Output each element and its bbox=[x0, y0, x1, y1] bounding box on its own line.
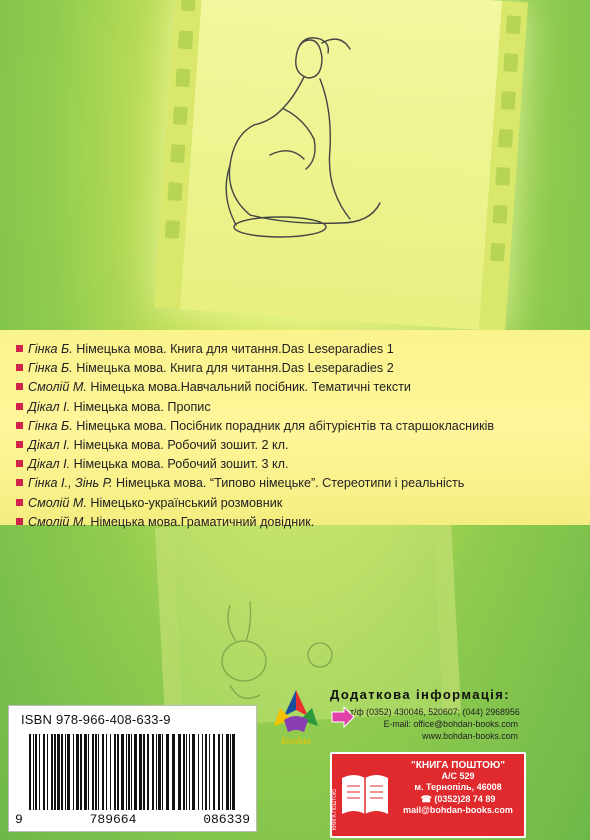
barcode-bar bbox=[80, 734, 82, 810]
barcode-bar bbox=[73, 734, 74, 810]
isbn-text: ISBN 978-966-408-633-9 bbox=[21, 712, 171, 727]
list-item: Гінка Б. Німецька мова. Книга для читання.Das Leseparadies 2 bbox=[16, 359, 590, 378]
additional-info-title: Додаткова інформація: bbox=[330, 687, 510, 702]
bullet-icon bbox=[16, 403, 23, 410]
publisher-contacts bbox=[350, 706, 518, 742]
barcode-bar bbox=[139, 734, 142, 810]
barcode-bar bbox=[189, 734, 190, 810]
barcode-digits: 9 789664 086339 bbox=[15, 812, 250, 827]
list-item: Смолій М. Німецько-український розмовник bbox=[16, 494, 590, 513]
barcode-bar bbox=[121, 734, 124, 810]
book-by-mail-box bbox=[330, 752, 526, 838]
barcode-bar bbox=[209, 734, 210, 810]
barcode-bar bbox=[43, 734, 45, 810]
barcode-bar bbox=[110, 734, 111, 810]
list-item: Гінка Б. Німецька мова. Книга для читання.Das Leseparadies 1 bbox=[16, 340, 590, 359]
bullet-icon bbox=[16, 460, 23, 467]
list-item: Дікал І. Німецька мова. Робочий зошит. 2 кл. bbox=[16, 436, 590, 455]
barcode-bar bbox=[47, 734, 48, 810]
barcode-bar bbox=[117, 734, 119, 810]
barcode-bar bbox=[61, 734, 63, 810]
list-item: Дікал І. Німецька мова. Робочий зошит. 3 кл. bbox=[16, 455, 590, 474]
barcode-bar bbox=[54, 734, 56, 810]
bullet-icon bbox=[16, 518, 23, 525]
related-books-list bbox=[0, 330, 590, 532]
bullet-icon bbox=[16, 345, 23, 352]
barcode-bar bbox=[76, 734, 79, 810]
barcode-bar bbox=[35, 734, 37, 810]
list-item: Гінка Б. Німецька мова. Посібник порадник для абітурієнтів та старшокласників bbox=[16, 417, 590, 436]
barcode-bar bbox=[33, 734, 34, 810]
barcode-bar bbox=[226, 734, 229, 810]
barcode-bar bbox=[95, 734, 97, 810]
barcode-bar bbox=[134, 734, 137, 810]
barcode-bar bbox=[57, 734, 60, 810]
order-contacts: "КНИГА ПОШТОЮ" А/С 529 м. Тернопіль, 46008 ☎ (0352)28 74 89 mail@bohdan-books.com bbox=[403, 760, 513, 815]
barcode-bar bbox=[114, 734, 116, 810]
barcode-bar bbox=[98, 734, 99, 810]
barcode-bar bbox=[183, 734, 185, 810]
barcode-bar bbox=[192, 734, 195, 810]
bullet-icon bbox=[16, 364, 23, 371]
barcode-bar bbox=[126, 734, 127, 810]
barcode-bar bbox=[202, 734, 203, 810]
barcode-bar bbox=[172, 734, 175, 810]
phone-text: т/ф (0352) 430046, 520607; (044) 2968956 bbox=[350, 707, 520, 717]
barcode-bar bbox=[198, 734, 199, 810]
barcode-label bbox=[8, 705, 257, 832]
barcode-bar bbox=[162, 734, 163, 810]
barcode-bar bbox=[128, 734, 130, 810]
bullet-icon bbox=[16, 479, 23, 486]
publisher-logo bbox=[270, 686, 322, 748]
barcode-bars bbox=[29, 734, 239, 814]
barcode-bar bbox=[65, 734, 66, 810]
barcode-bar bbox=[205, 734, 207, 810]
barcode-bar bbox=[152, 734, 154, 810]
bullet-icon bbox=[16, 441, 23, 448]
barcode-bar bbox=[218, 734, 220, 810]
list-item: Смолій М. Німецька мова.Навчальний посібник. Тематичні тексти bbox=[16, 378, 590, 397]
barcode-bar bbox=[51, 734, 53, 810]
list-item: Гінка І., Зінь Р. Німецька мова. “Типово німецьке”. Стереотипи і реальність bbox=[16, 474, 590, 493]
order-side-text: КНИГА ПОШТОЮ bbox=[332, 788, 338, 830]
barcode-bar bbox=[39, 734, 40, 810]
barcode-bar bbox=[178, 734, 181, 810]
website-text: www.bohdan-books.com bbox=[422, 731, 518, 741]
barcode-bar bbox=[29, 734, 31, 810]
barcode-bar bbox=[186, 734, 187, 810]
barcode-bar bbox=[213, 734, 215, 810]
woman-sketch-illustration bbox=[200, 5, 390, 255]
barcode-bar bbox=[131, 734, 132, 810]
barcode-bar bbox=[230, 734, 231, 810]
barcode-bar bbox=[92, 734, 94, 810]
barcode-bar bbox=[232, 734, 235, 810]
list-item: Дікал І. Німецька мова. Пропис bbox=[16, 398, 590, 417]
barcode-bar bbox=[102, 734, 104, 810]
barcode-bar bbox=[88, 734, 89, 810]
barcode-bar bbox=[67, 734, 70, 810]
svg-text:Богдан: Богдан bbox=[281, 736, 311, 747]
bullet-icon bbox=[16, 422, 23, 429]
related-books-panel bbox=[0, 330, 590, 529]
bullet-icon bbox=[16, 383, 23, 390]
email-text: E-mail: office@bohdan-books.com bbox=[383, 719, 518, 729]
list-item: Смолій М. Німецька мова.Граматичний довідник. bbox=[16, 513, 590, 532]
barcode-bar bbox=[158, 734, 161, 810]
barcode-bar bbox=[143, 734, 145, 810]
barcode-bar bbox=[84, 734, 87, 810]
barcode-bar bbox=[147, 734, 149, 810]
open-book-icon bbox=[338, 764, 392, 824]
barcode-bar bbox=[166, 734, 169, 810]
barcode-bar bbox=[156, 734, 157, 810]
barcode-bar bbox=[222, 734, 223, 810]
bullet-icon bbox=[16, 499, 23, 506]
barcode-bar bbox=[106, 734, 107, 810]
